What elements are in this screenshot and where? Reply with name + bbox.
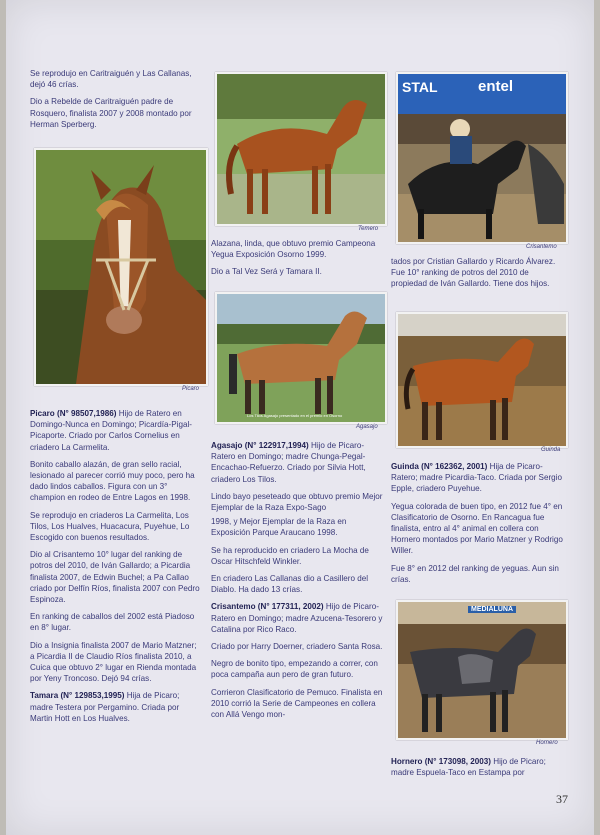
caption: Temero: [358, 226, 379, 232]
column-2-body: [211, 440, 384, 726]
entry-text: Hija de Picaro-Ratero; madre Picardia-Taco. Criada por Sergio Epple, criadero Puyehue.: [391, 462, 562, 494]
paragraph: Se ha reproducido en criadero La Mocha de Oscar Hitschfeld Winkler.: [211, 545, 369, 566]
paragraph: Corrieron Clasificatorio de Pemuco. Finalista en 2010 corrió la Serie de Campeones en collera con Allá Vengo mon-: [211, 687, 383, 720]
entry-guinda: [391, 461, 566, 495]
column-1-top: [30, 68, 202, 136]
photo-picaro: [34, 148, 208, 386]
magazine-page: [6, 0, 594, 835]
column-3-top: [391, 256, 566, 296]
paragraph: Alazana, linda, que obtuvo premio Campeona Yegua Exposición Osorno 1999.: [211, 239, 376, 260]
caption: Hornero: [536, 740, 558, 746]
caption: Agasajo: [356, 424, 378, 430]
entry-text: Hija de Picaro; madre Testera por Pergamino. Criada por Martin Hott en Los Hualves.: [30, 691, 180, 723]
entry-crisantemo: [211, 601, 384, 635]
paragraph: Criado por Harry Doerner, criadero Santa Rosa.: [211, 642, 383, 652]
photo-temero: [215, 72, 387, 226]
photo-guinda: [396, 312, 568, 448]
entry-tamara: [30, 690, 202, 724]
column-2-top: [211, 238, 384, 284]
paragraph: Se reprodujo en criaderos La Carmelita, Los Tilos, Los Hualves, Huacacura, Puyehue, Lo Escogido con buenos resultados.: [30, 510, 190, 543]
photo-crisantemo: [396, 72, 568, 244]
banner-text: STAL: [402, 79, 438, 95]
entry-heading: Picaro (N° 98507,1986): [30, 409, 117, 418]
entry-picaro: [30, 408, 202, 453]
paragraph: tados por Cristian Gallardo y Ricardo Álvarez. Fue 10° ranking de potros del 2010 de propiedad de Iván Gallardo. Tiene dos hijos.: [391, 257, 556, 289]
entry-heading: Hornero (N° 173098, 2003): [391, 757, 491, 766]
column-3-bottom: [391, 756, 566, 784]
paragraph: Dio a Tal Vez Será y Tamara II.: [211, 267, 322, 277]
paragraph: Yegua colorada de buen tipo, en 2012 fue 4° en Clasificatorio de Osorno. En Rancagua fue finalista, entro al 4° animal en collera con Hornero montados por Mario Matzner y Rodrigo Willer.: [391, 501, 563, 556]
entry-heading: Guinda (N° 162362, 2001): [391, 462, 488, 471]
paragraph: Dio a Insignia finalista 2007 de Mario Matzner; a Picardia II de Claudio Ríos finalista 2010, a Cuica que obtuvo 2° lugar en Rienda montada por Yeny Troncoso. Dejó 94 crías.: [30, 640, 197, 684]
entry-heading: Crisantemo (N° 177311, 2002): [211, 602, 324, 612]
paragraph: En ranking de caballos del 2002 está Piadoso en 8° lugar.: [30, 612, 195, 633]
paragraph: En criadero Las Callanas dio a Casillero del Diablo. Ha dado 13 crías.: [211, 574, 369, 595]
entry-hornero: [391, 756, 566, 778]
caption: Picaro: [182, 386, 200, 392]
page-number: 37: [556, 792, 568, 806]
paragraph: 1998, y Mejor Ejemplar de la Raza en Exposición Parque Araucano 1998.: [211, 517, 347, 538]
photo-hornero: [396, 600, 568, 740]
photo-agasajo: [215, 292, 387, 424]
entry-text: Hijo de Picaro-Ratero en Domingo; madre Azucena-Tesorero y Catalina por Rico Raco.: [211, 602, 383, 634]
paragraph: Fue 8° en 2012 del ranking de yeguas. Aun sin crías.: [391, 563, 559, 584]
entry-heading: Agasajo (N° 122917,1994): [211, 441, 309, 450]
banner-text: MEDIALUNA: [468, 606, 516, 613]
paragraph: Se reprodujo en Caritraiguén y Las Callanas, dejó 46 crías.: [30, 69, 192, 90]
paragraph: Dio a Rebelde de Caritraiguén padre de Rosquero, finalista 2007 y 2008 montado por Herman Sperberg.: [30, 97, 192, 129]
banner-text: entel: [478, 78, 514, 95]
entry-text: Hijo de Picaro-Ratero en Domingo; madre Chunga-Pegal-Encachao-Refuerzo. Criado por Silvia Hott, criadero Los Tilos.: [211, 441, 366, 484]
caption: Guinda: [541, 447, 561, 453]
entry-agasajo: [211, 440, 384, 485]
caption: Crisantemo: [526, 244, 557, 250]
column-3-body: [391, 461, 566, 591]
paragraph: Bonito caballo alazán, de gran sello racial, lesionado al parecer corrió muy poco, pero ha dado lindos caballos. Figura con un 3° champion en rodeo de Entre Lagos en 1998.: [30, 459, 195, 503]
photo-overlay-text: Los Tilos Agasajo presentado en el premio en Osorno: [247, 413, 343, 418]
entry-text: Hijo de Ratero en Domingo-Nunca en Domingo; Picardía-Pigal-Picaporte. Criado por Carlos Cornelius en criadero La Carmelita.: [30, 409, 192, 452]
paragraph: Negro de bonito tipo, empezando a correr, con poca campaña aun pero de gran futuro.: [211, 659, 378, 680]
entry-heading: Tamara (N° 129853,1995): [30, 691, 125, 701]
entry-text: Hijo de Picaro; madre Espuela-Taco en Estampa por: [391, 757, 546, 778]
column-1-body: [30, 408, 202, 730]
paragraph: Dio al Crisantemo 10° lugar del ranking de potros del 2010, de Iván Gallardo; a Picardia finalista 2007, de Edwin Buchel; a Pa Callao criado por Delfín Ríos, finalista 2007 con Pedro Espinoza.: [30, 550, 200, 605]
paragraph: Lindo bayo peseteado que obtuvo premio Mejor Ejemplar de la Raza Expo-Sago: [211, 491, 383, 513]
